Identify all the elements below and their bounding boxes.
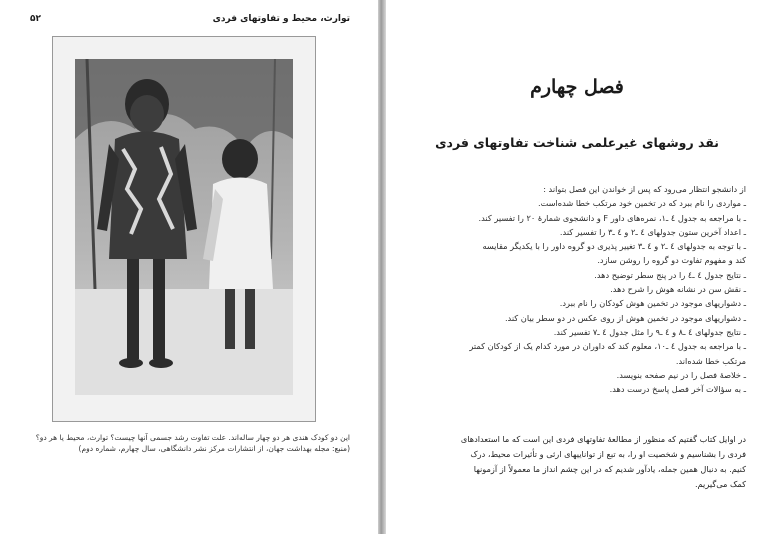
objective-line: ـ به سؤالات آخر فصل پاسخ درست دهد. <box>609 384 746 395</box>
photograph-two-children <box>75 59 293 395</box>
objective-line: ـ مواردی را نام ببرد که در تخمین خود مرتکب خطا شده‌است. <box>538 198 746 209</box>
objective-line: ـ نقش سن در نشانه هوش را شرح دهد. <box>610 284 746 295</box>
objective-line: ـ نتایج جدول ٤ ـ٤ را در پنج سطر توضیح دهد. <box>594 269 746 280</box>
caption-line: این دو کودک هندی هر دو چهار ساله‌اند. علت تفاوت رشد جسمی آنها چیست؟ توارث، محیط یا هر دو؟ <box>35 433 350 442</box>
photo-caption <box>30 432 350 454</box>
running-head-title: توارث، محیط و تفاوتهای فردی <box>212 14 350 24</box>
body-line: در اوایل کتاب گفتیم که منظور از مطالعهٔ تفاوتهای فردی این است که ما استعدادهای <box>460 434 746 444</box>
body-line: کمک می‌گیریم. <box>695 479 746 489</box>
objective-line: ـ با مراجعه به جدول ٤ ـ۱، نمره‌های داور F و دانشجوی شمارهٔ ۲۰ را تفسیر کند. <box>478 212 746 223</box>
chapter-subtitle: نقد روشهای غیرعلمی شناخت تفاوتهای فردی <box>435 135 719 150</box>
objective-line: کند و مفهوم تفاوت دو گروه را روشن سازد. <box>597 255 746 266</box>
objective-line: ـ دشواریهای موجود در تخمین هوش از روی عکس در دو سطر بیان کند. <box>504 312 746 323</box>
page-number: ۵۲ <box>30 14 41 24</box>
objective-line: مرتکب خطا شده‌اند. <box>675 355 746 366</box>
objective-line: ـ با مراجعه به جدول ٤ ـ۱۰، معلوم کند که داوران در مورد کدام یک از کودکان کمتر <box>469 341 746 352</box>
book-gutter <box>378 0 386 534</box>
body-paragraph <box>436 432 746 492</box>
objective-line: ـ دشواریهای موجود در تخمین هوش کودکان را نام ببرد. <box>559 298 746 309</box>
body-line: فردی را بشناسیم و شخصیت او را، به تبع از تواناییهای ارثی و تأثیرات محیط، درک <box>470 449 746 459</box>
running-head <box>30 14 350 24</box>
objective-line: از دانشجو انتظار می‌رود که پس از خواندن این فصل بتواند : <box>543 184 746 194</box>
objective-line: ـ اعداد آخرین ستون جدولهای ٤ ـ۲ و ٤ ـ۳ را تفسیر کند. <box>559 226 746 237</box>
caption-line: (منبع: مجله بهداشت جهان، از انتشارات مرکز نشر دانشگاهی، سال چهارم، شماره دوم) <box>78 444 350 453</box>
learning-objectives <box>436 182 746 396</box>
photograph-image <box>75 59 293 395</box>
left-page <box>0 0 378 534</box>
objective-line: ـ با توجه به جدولهای ٤ ـ۲ و ٤ ـ۳ تغییر پذیری دو گروه داور را با یکدیگر مقایسه <box>482 241 746 252</box>
photo-frame <box>52 36 316 422</box>
body-line: کنیم. به دنبال همین جمله، یادآور شدیم که در این چشم انداز ما معمولاً از آزمونها <box>473 464 746 474</box>
right-page <box>386 0 768 534</box>
objective-line: ـ نتایج جدولهای ٤ ـ۸ و ٤ ـ۹ را مثل جدول ٤ ـ۷ تفسیر کند. <box>553 326 746 337</box>
chapter-title: فصل چهارم <box>530 76 624 98</box>
objective-line: ـ خلاصهٔ فصل را در نیم صفحه بنویسد. <box>616 369 746 380</box>
